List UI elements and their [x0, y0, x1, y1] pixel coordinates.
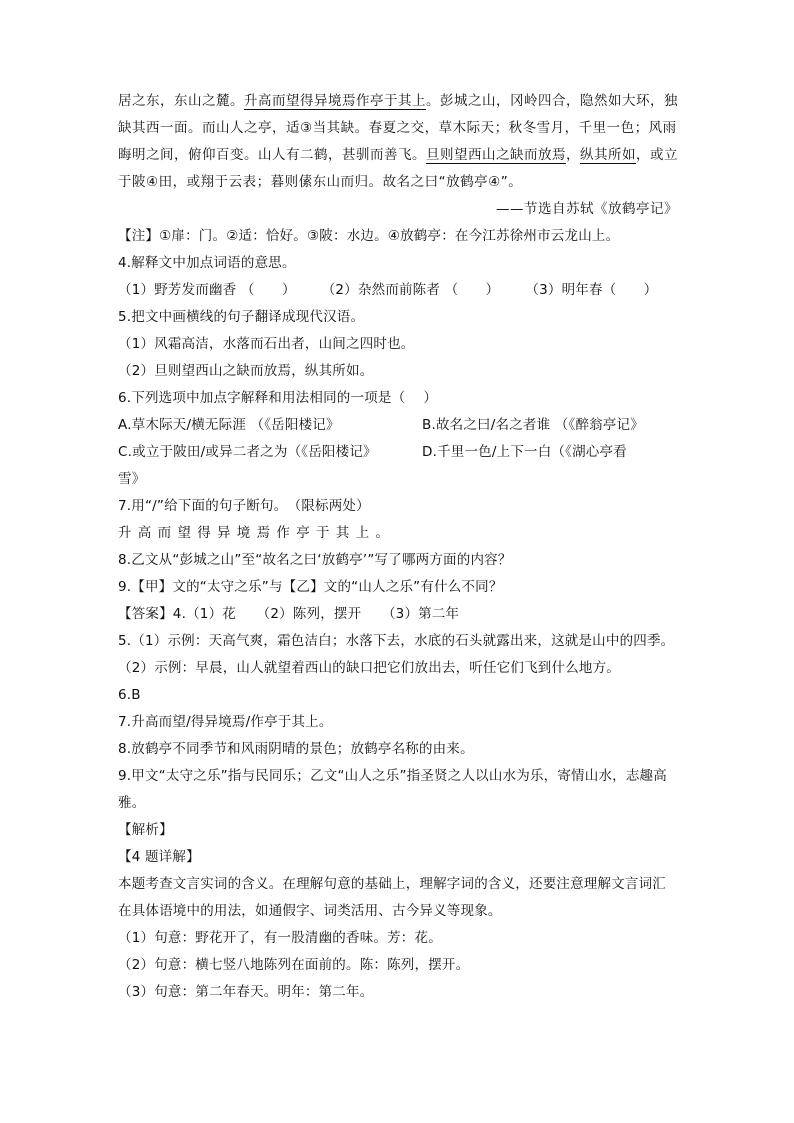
text: 晦明之间，俯仰百变。山人有二鹤，甚驯而善飞。	[118, 147, 426, 163]
analysis-explain-2: （2）句意：横七竖八地陈列在面前的。陈：陈列，摆开。	[118, 957, 470, 973]
q6-option-d: D.千里一色/上下一白（《湖心亭看	[422, 444, 627, 460]
answer-7: 7.升高而望/得异境焉/作亭于其上。	[118, 714, 333, 730]
analysis-title: 【解析】	[118, 822, 173, 838]
text: 居之东，东山之麓。	[118, 93, 244, 109]
text: 。彭城之山，冈岭四合，隐然如大环，独	[426, 93, 678, 109]
q6-options-row-2	[118, 439, 678, 466]
underlined-sentence: 旦则望西山之缺而放焉	[426, 147, 566, 163]
question-5-stem: 5.把文中画横线的句子翻译成现代汉语。	[118, 309, 365, 325]
answer-5-1: 5.（1）示例：天高气爽，霜色洁白；水落下去，水底的石头就露出来，这就是山中的四季。	[118, 633, 675, 649]
q5-item-2: （2）旦则望西山之缺而放焉，纵其所如。	[118, 363, 374, 379]
q4-item-2: （2）杂然而前陈者 （ ）	[321, 282, 500, 298]
answer-8: 8.放鹤亭不同季节和风雨阴晴的景色；放鹤亭名称的由来。	[118, 741, 474, 757]
analysis-paragraph: 本题考查文言实词的含义。在理解句意的基础上，理解字词的含义，还要注意理解文言词汇在具体语境中的用法，如通假字、词类活用、古今异义等现象。	[118, 876, 666, 919]
q6-option-a: A.草木际天/横无际涯 （《岳阳楼记》	[118, 417, 340, 433]
underlined-sentence: 升高而望得异境焉作亭于其上	[244, 93, 426, 109]
q6-option-c: C.或立于陂田/或异二者之为（《岳阳楼记》	[118, 444, 377, 460]
passage-line-3	[118, 142, 678, 169]
passage-source: ——节选自苏轼《放鹤亭记》	[496, 201, 678, 217]
question-9: 9.【甲】文的“太守之乐”与【乙】文的“山人之乐”有什么不同？	[118, 579, 503, 595]
answer-9: 9.甲文“太守之乐”指与民同乐；乙文“山人之乐”指圣贤之人以山水为乐，寄情山水，志趣高雅。	[118, 768, 667, 811]
classical-passage	[118, 88, 678, 223]
passage-line-4: 于陂④田，或翔于云表；暮则傃东山而归。故名之曰“放鹤亭④”。	[118, 174, 523, 190]
underlined-sentence: 纵其所如	[580, 147, 636, 163]
q4-item-3: （3）明年春（ ）	[525, 282, 658, 298]
footnote: 【注】①扉：门。②适：恰好。③陂：水边。④放鹤亭：在今江苏徐州市云龙山上。	[118, 228, 620, 244]
q6-option-b: B.故名之曰/名之者谁 （《醉翁亭记》	[422, 417, 644, 433]
question-8: 8.乙文从“彭城之山”至“故名之曰‘放鹤亭’”写了哪两方面的内容？	[118, 552, 512, 568]
question-7-stem: 7.用“/”给下面的句子断句。 （限标两处）	[118, 498, 370, 514]
question-4-stem: 4.解释文中加点词语的意思。	[118, 255, 296, 271]
passage-line-1	[118, 88, 678, 115]
q4-item-1: （1）野芳发而幽香 （ ）	[118, 282, 296, 298]
question-6-stem: 6.下列选项中加点字解释和用法相同的一项是（ ）	[118, 390, 438, 406]
question-4-items	[118, 277, 678, 304]
answer-6: 6.B	[118, 687, 141, 703]
analysis-explain-3: （3）句意：第二年春天。明年：第二年。	[118, 984, 374, 1000]
document-content	[118, 88, 678, 1006]
text: ，或立	[636, 147, 678, 163]
analysis-subtitle: 【4 题详解】	[118, 849, 200, 865]
answer-4: 【答案】4.（1）花 （2）陈列，摆开 （3）第二年	[118, 606, 460, 622]
answer-5-2: （2）示例：早晨，山人就望着西山的缺口把它们放出去，听任它们飞到什么地方。	[118, 660, 620, 676]
q6-options-row-1	[118, 412, 678, 439]
text: ，	[566, 147, 580, 163]
q7-sentence: 升高而望得异境焉作亭于其上。	[118, 525, 396, 541]
q5-item-1: （1）风霜高洁，水落而石出者，山间之四时也。	[118, 336, 415, 352]
passage-line-2: 缺其西一面。而山人之亭，适③当其缺。春夏之交，草木际天；秋冬雪月，千里一色；风雨	[118, 120, 677, 136]
q6-option-d-continued: 雪》	[118, 471, 146, 487]
analysis-explain-1: （1）句意：野花开了，有一股清幽的香味。芳：花。	[118, 930, 442, 946]
